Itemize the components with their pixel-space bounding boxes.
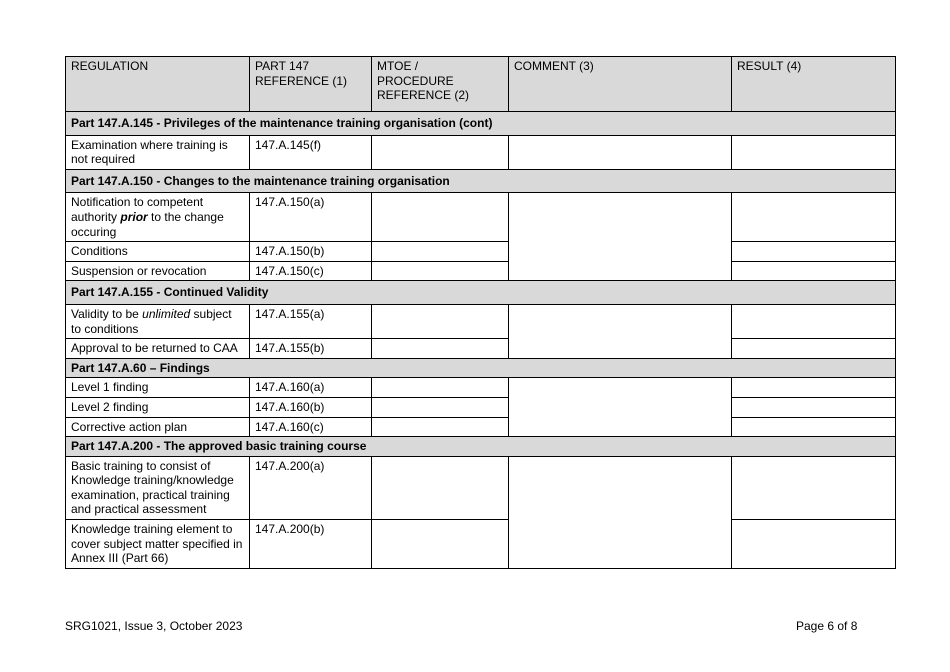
header-row [66,57,896,112]
table-row [66,417,896,437]
section-title: Part 147.A.145 - Privileges of the maintenance training organisation (cont) [66,112,896,136]
reference-cell: 147.A.150(b) [250,242,372,262]
regulation-cell: Level 2 finding [66,397,250,417]
result-input[interactable] [732,417,896,437]
header-mtoe-reference: MTOE / PROCEDURE REFERENCE (2) [372,57,509,112]
table-row [66,456,896,519]
result-input[interactable] [732,135,896,169]
regulation-cell: Level 1 finding [66,378,250,398]
mtoe-reference-input[interactable] [372,520,509,569]
mtoe-reference-input[interactable] [372,193,509,242]
regulation-cell: Suspension or revocation [66,261,250,281]
regulation-cell: Examination where training is not required [66,135,250,169]
header-regulation: REGULATION [66,57,250,112]
comment-input[interactable] [509,304,732,358]
regulation-cell: Basic training to consist of Knowledge training/knowledge examination, practical training and practical assessment [66,456,250,519]
table-row [66,242,896,262]
table-row [66,397,896,417]
section-row [66,437,896,457]
mtoe-reference-input[interactable] [372,456,509,519]
mtoe-reference-input[interactable] [372,261,509,281]
header-part-reference: PART 147 REFERENCE (1) [250,57,372,112]
table-row [66,378,896,398]
section-title: Part 147.A.155 - Continued Validity [66,281,896,305]
header-comment: COMMENT (3) [509,57,732,112]
section-row [66,112,896,136]
table-row [66,261,896,281]
table-row [66,135,896,169]
section-row [66,169,896,193]
result-input[interactable] [732,339,896,359]
regulation-cell: Corrective action plan [66,417,250,437]
section-row [66,281,896,305]
comment-input[interactable] [509,378,732,437]
reference-cell: 147.A.200(b) [250,520,372,569]
mtoe-reference-input[interactable] [372,417,509,437]
result-input[interactable] [732,378,896,398]
result-input[interactable] [732,304,896,338]
result-input[interactable] [732,242,896,262]
mtoe-reference-input[interactable] [372,378,509,398]
reference-cell: 147.A.155(a) [250,304,372,338]
section-title: Part 147.A.60 – Findings [66,358,896,378]
result-input[interactable] [732,397,896,417]
mtoe-reference-input[interactable] [372,242,509,262]
comment-input[interactable] [509,456,732,568]
table-row [66,339,896,359]
result-input[interactable] [732,456,896,519]
reference-cell: 147.A.155(b) [250,339,372,359]
result-input[interactable] [732,520,896,569]
reference-cell: 147.A.160(b) [250,397,372,417]
regulation-cell: Notification to competent authority prior to the change occuring [66,193,250,242]
regulation-cell: Knowledge training element to cover subject matter specified in Annex III (Part 66) [66,520,250,569]
result-input[interactable] [732,193,896,242]
document-reference: SRG1021, Issue 3, October 2023 [65,619,243,633]
page-number: Page 6 of 8 [796,619,858,633]
section-row [66,358,896,378]
mtoe-reference-input[interactable] [372,304,509,338]
comment-input[interactable] [509,135,732,169]
result-input[interactable] [732,261,896,281]
section-title: Part 147.A.150 - Changes to the maintenance training organisation [66,169,896,193]
reference-cell: 147.A.145(f) [250,135,372,169]
section-title: Part 147.A.200 - The approved basic training course [66,437,896,457]
reference-cell: 147.A.150(c) [250,261,372,281]
comment-input[interactable] [509,193,732,281]
reference-cell: 147.A.150(a) [250,193,372,242]
audit-checklist-table [65,56,896,569]
reference-cell: 147.A.200(a) [250,456,372,519]
header-result: RESULT (4) [732,57,896,112]
table-row [66,193,896,242]
regulation-cell: Validity to be unlimited subject to conditions [66,304,250,338]
table-row [66,520,896,569]
regulation-cell: Approval to be returned to CAA [66,339,250,359]
table-row [66,304,896,338]
mtoe-reference-input[interactable] [372,339,509,359]
regulation-cell: Conditions [66,242,250,262]
reference-cell: 147.A.160(c) [250,417,372,437]
reference-cell: 147.A.160(a) [250,378,372,398]
mtoe-reference-input[interactable] [372,397,509,417]
mtoe-reference-input[interactable] [372,135,509,169]
